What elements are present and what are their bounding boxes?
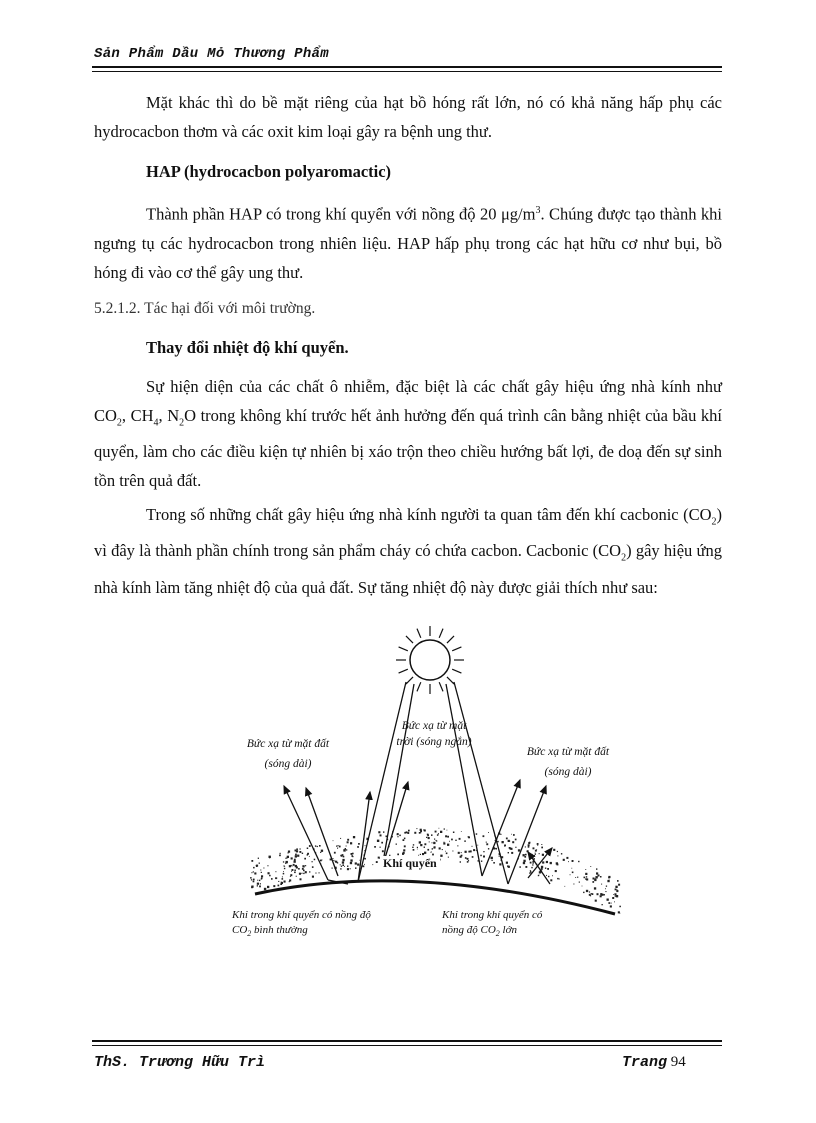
paragraph-greenhouse: Sự hiện diện của các chất ô nhiễm, đặc biệt là các chất gây hiệu ứng nhà kính như $CO_2$, $CH_4$, $N_2O$ trong không khí trước hết ảnh hưởng đến quá trình cân bằng nhiệt của bầu khí quyển, làm cho các điều kiện tự nhiên bị xáo trộn theo chiều hướng bất lợi, đe doạ đến sự sinh tồn trên quả đất. <box>94 377 722 491</box>
footer-rule-thick <box>92 1040 722 1042</box>
footer-page: Trang 94 <box>622 1054 686 1071</box>
sun-radiation-label: Bức xạ từ mặt trời (sóng ngắn) <box>396 720 472 748</box>
footer-rule-thin <box>92 1045 722 1046</box>
paragraph-hap: Thành phần HAP có trong khí quyển với nồng độ 20 $\mu g/m^3$. Chúng được tạo thành khi ngưng tụ các hydrocacbon trong nhiên liệu. HAP hấp phụ trong các hạt hữu cơ như bụi, bồ hóng đi vào cơ thể gây ung thư. <box>94 204 722 282</box>
paragraph-soot: Mặt khác thì do bề mặt riêng của hạt bồ hóng rất lớn, nó có khả năng hấp phụ các hydrocacbon thơm và các oxit kim loại gây ra bệnh ung thư. <box>94 93 722 141</box>
page-header-title: Sản Phẩm Dầu Mỏ Thương Phẩm <box>94 46 329 62</box>
greenhouse-diagram <box>210 622 630 942</box>
caption-high-co2: Khi trong khí quyển có nồng độ $CO_2$ lớn <box>442 909 543 939</box>
header-rule-thin <box>92 71 722 72</box>
hap-heading: HAP (hydrocacbon polyaromactic) <box>146 162 392 181</box>
diagram-drawing <box>210 622 630 942</box>
header-rule-thick <box>92 66 722 68</box>
temperature-heading: Thay đổi nhiệt độ khí quyển. <box>146 338 349 357</box>
paragraph-co2: Trong số những chất gây hiệu ứng nhà kính người ta quan tâm đến khí cacbonic $(CO_2)$ vì đây là thành phần chính trong sản phẩm cháy có chứa cacbon. Cacbonic $(CO_2)$ gây hiệu ứng nhà kính làm tăng nhiệt độ của quả đất. Sự tăng nhiệt độ này được giải thích như sau: <box>94 505 722 597</box>
page-number: 94 <box>670 1054 686 1070</box>
left-earth-radiation-label: Bức xạ từ mặt đất (sóng dài) <box>246 738 330 770</box>
right-earth-radiation-label: Bức xạ từ mặt đất (sóng dài) <box>526 746 610 778</box>
caption-normal-co2: Khi trong khí quyển có nồng độ $CO_2$ bình thường <box>232 909 371 939</box>
atmosphere-label: Khí quyển <box>380 856 440 871</box>
footer-author: ThS. Trương Hữu Trì <box>94 1054 266 1071</box>
subsection-title: 5.2.1.2. Tác hại đối với môi trường. <box>94 300 316 317</box>
